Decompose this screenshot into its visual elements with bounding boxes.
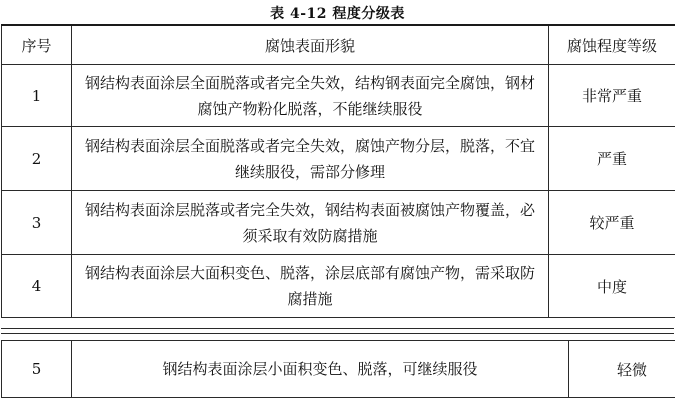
table-row xyxy=(2,191,675,255)
table-break-rule xyxy=(1,333,674,334)
row-description: 钢结构表面涂层全面脱落或者完全失效，腐蚀产物分层，脱落，不宜继续服役，需部分修理 xyxy=(72,127,549,191)
row-grade: 非常严重 xyxy=(549,65,675,127)
table-header-row xyxy=(2,25,675,65)
row-grade: 较严重 xyxy=(549,191,675,255)
header-grade: 腐蚀程度等级 xyxy=(549,25,675,65)
row-grade: 轻微 xyxy=(569,341,675,398)
row-seq: 4 xyxy=(2,255,72,318)
header-seq: 序号 xyxy=(2,25,72,65)
table-row xyxy=(2,127,675,191)
row-description: 钢结构表面涂层小面积变色、脱落，可继续服役 xyxy=(72,341,569,398)
row-description: 钢结构表面涂层大面积变色、脱落，涂层底部有腐蚀产物，需采取防腐措施 xyxy=(72,255,549,318)
row-grade: 中度 xyxy=(549,255,675,318)
corrosion-grade-table xyxy=(1,24,675,318)
row-description: 钢结构表面涂层脱落或者完全失效，钢结构表面被腐蚀产物覆盖，必须采取有效防腐措施 xyxy=(72,191,549,255)
row-seq: 5 xyxy=(2,341,72,398)
header-description: 腐蚀表面形貌 xyxy=(72,25,549,65)
row-seq: 2 xyxy=(2,127,72,191)
row-grade: 严重 xyxy=(549,127,675,191)
table-row xyxy=(2,341,675,398)
table-row xyxy=(2,65,675,127)
table-break-rule xyxy=(1,328,674,329)
table-caption: 表 4-12 程度分级表 xyxy=(270,6,405,22)
row-seq: 1 xyxy=(2,65,72,127)
row-seq: 3 xyxy=(2,191,72,255)
corrosion-grade-table-continued xyxy=(1,340,675,398)
table-row xyxy=(2,255,675,318)
row-description: 钢结构表面涂层全面脱落或者完全失效，结构钢表面完全腐蚀，钢材腐蚀产物粉化脱落，不能继续服役 xyxy=(72,65,549,127)
